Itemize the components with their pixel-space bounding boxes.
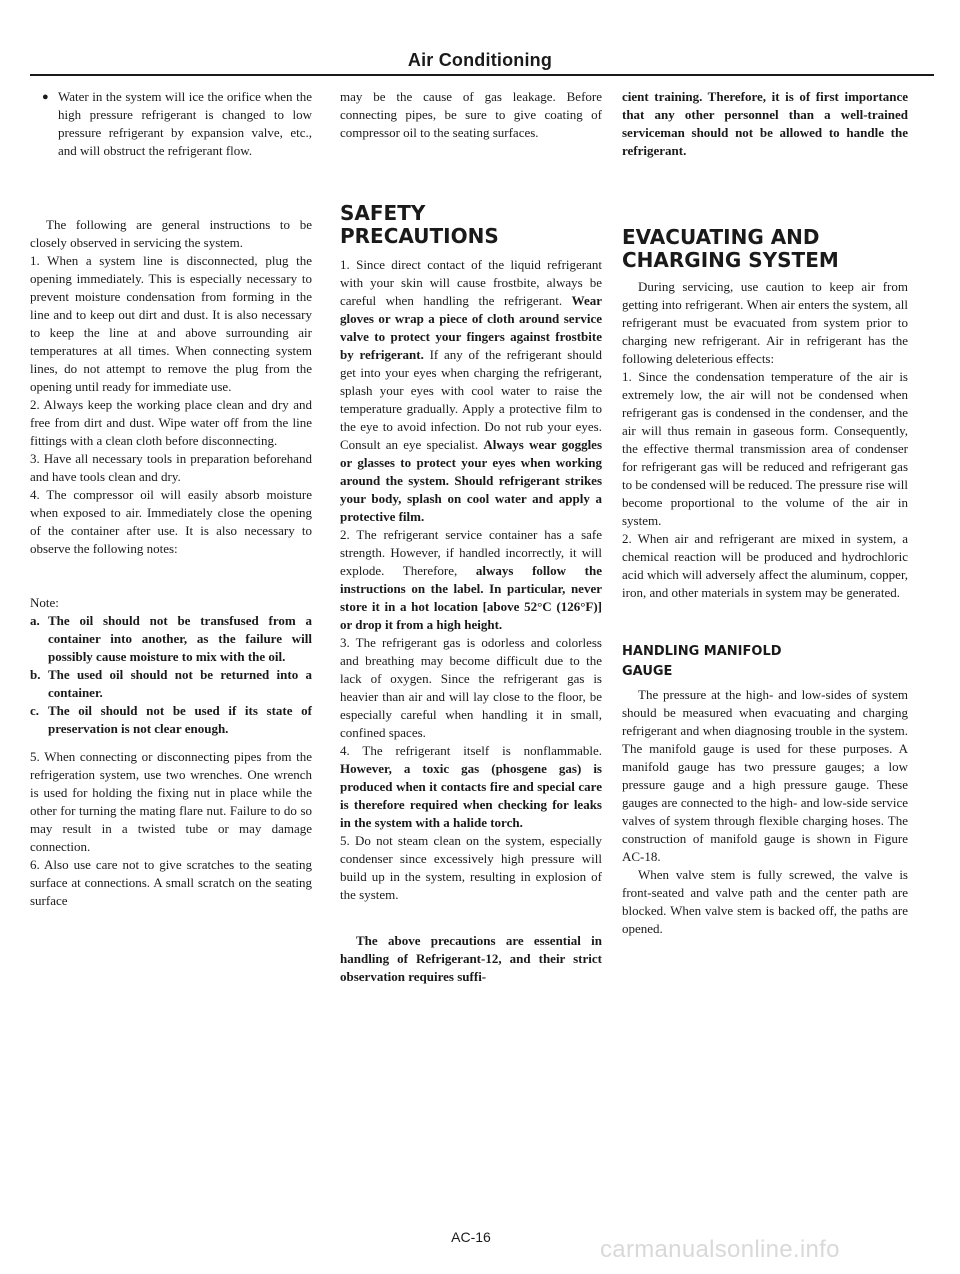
safety-item-4-warning: However, a toxic gas (phosgene gas) is produced when it contacts fire and special care is therefore required when checking for leaks in the system with a halide torch. <box>340 761 602 830</box>
instruction-item-6: 6. Also use care not to give scratches to the seating surface at connections. A small scratch on the seating surface <box>30 857 312 908</box>
safety-item-4-text: 4. The refrigerant itself is nonflammable. <box>340 743 602 758</box>
evacuating-item-1: 1. Since the condensation temperature of the air is extremely low, the air will not be condensed when refrigerant gas is condensed in the condenser, and the air will thus remain in gaseous form. Consequently, the effective thermal transmission area of condenser for refrigerant gas will be reduced and refrigerant gas to be condensed will be reduced. The pressure rise will become proportional to the volume of the air in system. <box>622 369 908 528</box>
note-item-b <box>30 666 312 702</box>
section-heading-evacuating-line1: EVACUATING AND <box>622 225 820 249</box>
note-letter: a. <box>30 613 40 628</box>
safety-item-4 <box>340 742 602 832</box>
instruction-item-3: 3. Have all necessary tools in preparation beforehand and have tools clean and dry. <box>30 451 312 484</box>
safety-closing: The above precautions are essential in handling of Refrigerant-12, and their strict observation requires suffi- <box>340 933 602 984</box>
section-heading-safety-line1: SAFETY <box>340 201 426 225</box>
note-letter: b. <box>30 667 41 682</box>
safety-item-1-text: 1. Since direct contact of the liquid refrigerant with your skin will cause frostbite, always be careful when handling the refrigerant. <box>340 257 602 308</box>
column-middle <box>340 88 602 986</box>
note-text: The used oil should not be returned into a container. <box>48 667 312 700</box>
page-header-title: Air Conditioning <box>407 50 553 70</box>
safety-item-3: 3. The refrigerant gas is odorless and colorless and breathing may become difficult due to the lack of oxygen. Since the refrigerant gas is heavier than air and will lay close to the floor, be especially careful when handling it in small, confined spaces. <box>340 635 602 740</box>
bullet-text: Water in the system will ice the orifice when the high pressure refrigerant is changed to low pressure refrigerant by expansion valve, etc., and will obstruct the refrigerant flow. <box>58 89 312 158</box>
column-left <box>30 88 312 910</box>
safety-item-2-warning: always follow the instructions on the label. In particular, never store it in a hot location [above 52°C (126°F)] or drop it from a high height. <box>340 563 602 632</box>
note-item-c <box>30 702 312 738</box>
safety-item-1-warning: Wear gloves or wrap a piece of cloth around service valve to protect your fingers against frostbite by refrigerant. <box>340 293 602 362</box>
safety-item-2-text: 2. The refrigerant service container has a safe strength. However, if handled incorrectly, it will explode. Therefore, <box>340 527 602 578</box>
header-rule <box>30 74 934 76</box>
evacuating-intro: During servicing, use caution to keep air from getting into refrigerant. When air enters the system, all refrigerant must be evacuated from system prior to charging new refrigerant. Air in refrigerant has the following deleterious effects: <box>622 279 908 366</box>
safety-item-1-eyes: If any of the refrigerant should get into your eyes when charging the refrigerant, splash your eyes with cool water to raise the temperature gradually. Apply a protective film to the eye to avoid infection. Do not rub your eyes. Consult an eye specialist. <box>340 347 602 452</box>
safety-item-5: 5. Do not steam clean on the system, especially condenser since excessively high pressure will build up in the system, resulting in explosion of the system. <box>340 833 602 902</box>
safety-item-1-goggles: Always wear goggles or glasses to protect your eyes when working around the system. Should refrigerant strikes your body, splash on cool water and apply a protective film. <box>340 437 603 524</box>
note-item-a <box>30 612 312 666</box>
safety-item-2 <box>340 526 602 634</box>
note-letter: c. <box>30 703 40 718</box>
page-number: AC-16 <box>451 1229 491 1245</box>
manifold-paragraph-2: When valve stem is fully screwed, the valve is front-seated and valve path and the center path are blocked. When valve stem is backed off, the paths are opened. <box>622 867 908 936</box>
evacuating-item-2: 2. When air and refrigerant are mixed in system, a chemical reaction will be produced and hydrochloric acid which will adversely affect the aluminum, copper, iron, and other materials in system may be generated. <box>622 531 908 600</box>
column-right <box>622 88 908 938</box>
instruction-item-2: 2. Always keep the working place clean and dry and free from dirt and dust. Wipe water off from the line fittings with a clean cloth before disconnecting. <box>30 397 312 448</box>
manifold-paragraph-1: The pressure at the high- and low-sides of system should be measured when evacuating and charging refrigerant and when diagnosing trouble in the system. The manifold gauge is used for these purposes. A manifold gauge has two pressure gauges; a low pressure gauge and a high pressure gauge. These gauges are connected to the high- and low-side service valves of system through flexible charging hoses. The construction of manifold gauge is shown in Figure AC-18. <box>622 687 908 864</box>
note-label: Note: <box>30 595 59 610</box>
note-text: The oil should not be transfused from a container into another, as the failure will possibly cause moisture to mix with the oil. <box>48 613 312 664</box>
note-text: The oil should not be used if its state of preservation is not clear enough. <box>48 703 312 736</box>
section-heading-safety-line2: PRECAUTIONS <box>340 224 499 248</box>
instruction-item-5: 5. When connecting or disconnecting pipes from the refrigeration system, use two wrenches. One wrench is used for holding the fixing nut in place while the other for turning the mating flare nut. Failure to do so may result in a twisted tube or may damage connection. <box>30 749 312 854</box>
bullet-item <box>30 88 312 160</box>
instructions-intro: The following are general instructions to be closely observed in servicing the system. <box>30 217 312 250</box>
section-heading-evacuating-line2: CHARGING SYSTEM <box>622 248 839 272</box>
sub-heading-manifold-line2: GAUGE <box>622 664 673 679</box>
continuation-text: may be the cause of gas leakage. Before connecting pipes, be sure to give coating of compressor oil to the seating surfaces. <box>340 89 602 140</box>
continuation-text: cient training. Therefore, it is of first importance that any other personnel than a well-trained serviceman should not be allowed to handle the refrigerant. <box>622 89 908 158</box>
bullet-icon: ● <box>42 91 49 103</box>
sub-heading-manifold-line1: HANDLING MANIFOLD <box>622 644 782 659</box>
safety-item-1 <box>340 256 602 526</box>
instruction-item-4: 4. The compressor oil will easily absorb moisture when exposed to air. Immediately close the opening of the container after use. It is also necessary to observe the following notes: <box>30 487 312 556</box>
watermark: carmanualsonline.info <box>600 1236 840 1263</box>
instruction-item-1: 1. When a system line is disconnected, plug the opening immediately. This is especially necessary to prevent moisture condensation from forming in the line and to keep out dirt and dust. It is also necessary to keep the line at and above surrounding air temperatures at all times. When connecting system lines, do not attempt to remove the plug from the opening until ready for immediate use. <box>30 253 312 394</box>
